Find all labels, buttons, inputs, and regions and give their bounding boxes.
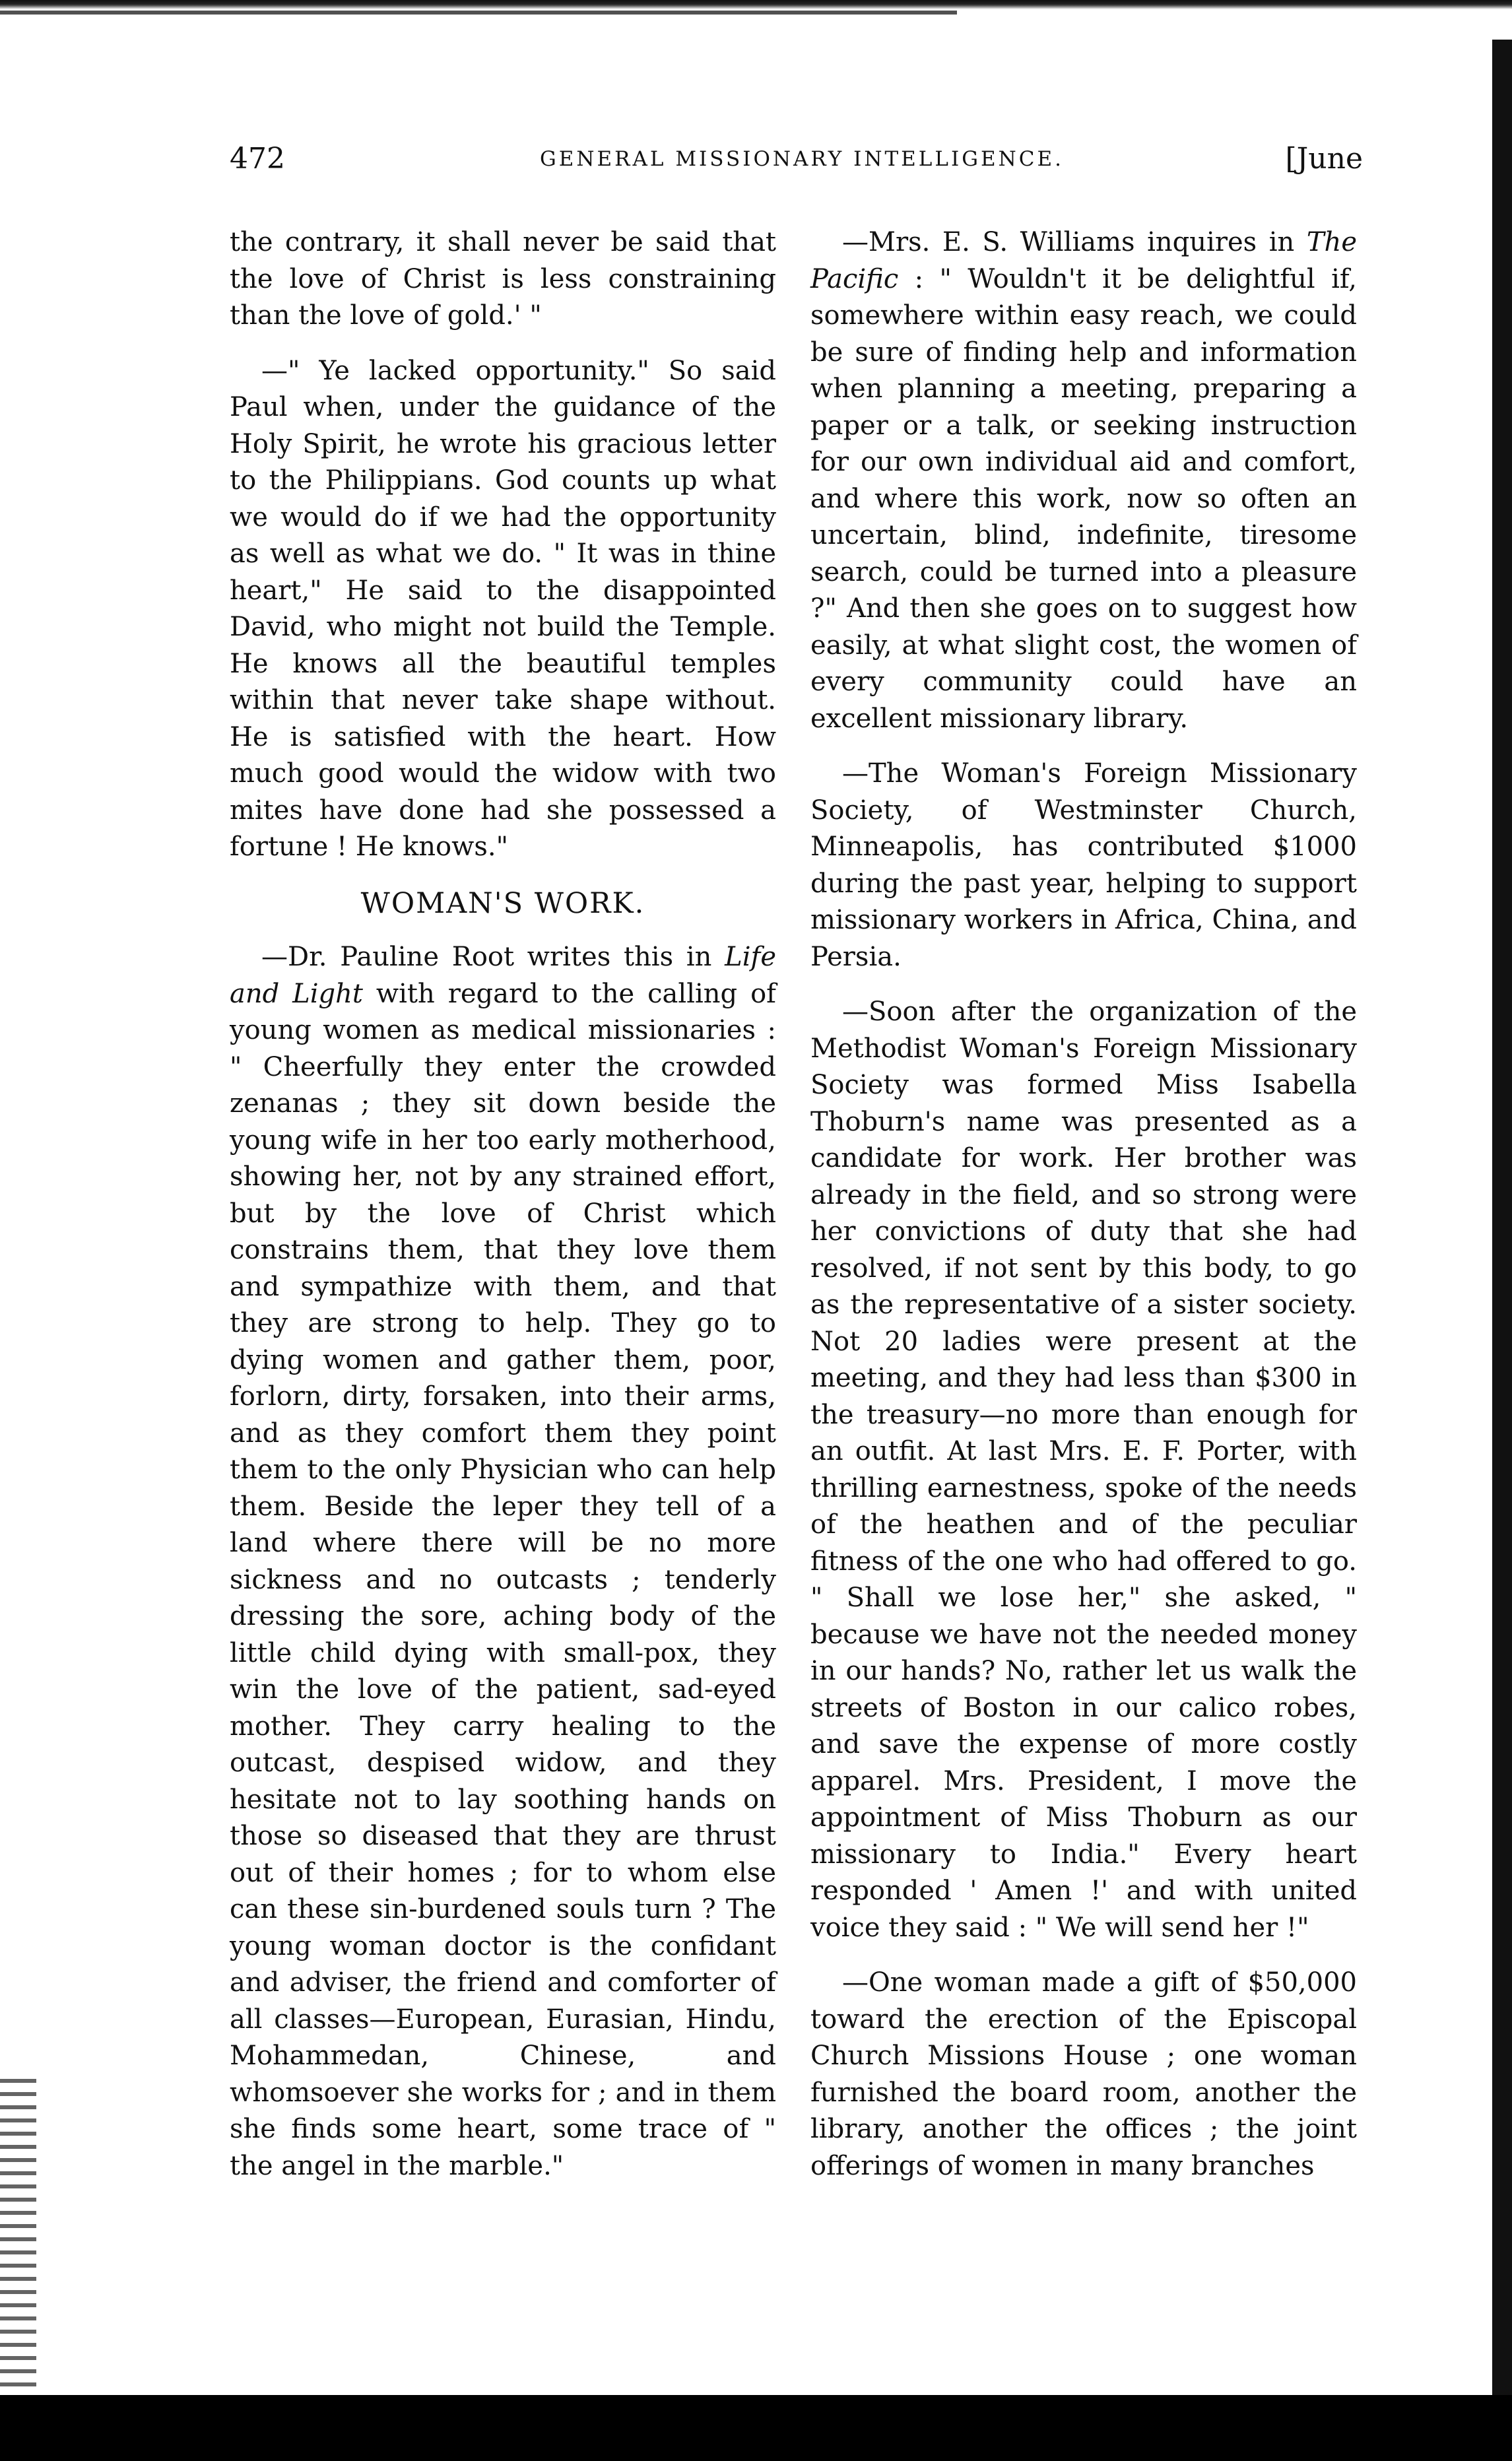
text-run: —Dr. Pauline Root writes this in [261,942,725,972]
section-heading: WOMAN'S WORK. [360,886,645,920]
paragraph: —One woman made a gift of $50,000 toward the erection of the Episcopal Church Missions House ; one woman furnished the board room, another the library, another the offices ; the joint offerings of women in many branches [810,1967,1357,2181]
paragraph: —The Woman's Foreign Missionary Society, of Westminster Church, Minneapolis, has contributed $1000 during the past year, helping to support missionary workers in Africa, China, and Persia. [810,758,1357,972]
scan-bottom-edge [0,2395,1512,2461]
scan-right-edge [1492,40,1512,2461]
scan-top-edge [0,0,1512,9]
paragraph: the contrary, it shall never be said that the love of Christ is less constraining than the love of gold.' " [230,227,776,331]
text-run: : " Wouldn't it be delightful if, somewhere within easy reach, we could be sure of finding help and information when planning a meeting, preparing a paper or a talk, or seeking instruction for our own individual aid and comfort, and where this work, now so often an uncertain, blind, indefinite, tiresome search, could be turned into a pleasure ?" And then she goes on to suggest how easily, at what slight cost, the women of every community could have an excellent missionary library. [810,263,1357,734]
text-run: with regard to the calling of young women as medical missionaries : " Cheerfully they enter the crowded zenanas ; they sit down beside the young wife in her too early motherhood, showing her, not by any strained effort, but by the love of Christ which constrains them, that they love them and sympathize with them, and that they are strong to help. They go to dying women and gather them, poor, forlorn, dirty, forsaken, into their arms, and as they comfort them they point them to the only Physician who can help them. Beside the leper they tell of a land where there will be no more sickness and no outcasts ; tenderly dressing the sore, aching body of the little child dying with small-pox, they win the love of the patient, sad-eyed mother. They carry healing to the outcast, despised widow, and they hesitate not to lay soothing hands on those so diseased that they are thrust out of their homes ; for to whom else can these sin-burdened souls turn ? The young woman doctor is the confidant and adviser, the friend and comforter of all classes—European, Eurasian, Hindu, Mohammedan, Chinese, and whomsoever she works for ; and in them she finds some heart, some trace of " the angel in the marble." [230,978,776,2181]
publication-title: The Pacific [810,227,1357,294]
scan-top-edge-secondary [0,11,957,15]
publication-title: Life and Light [230,942,776,1009]
scan-left-margin-marks [0,2079,36,2396]
header-month: [June [1285,142,1363,176]
paragraph: —Soon after the organization of the Methodist Woman's Foreign Missionary Society was formed Miss Isabella Thoburn's name was presented as a candidate for work. Her brother was already in the field, and so strong were her convictions of duty that she had resolved, if not sent by this body, to go as the representative of a sister society. Not 20 ladies were present at the meeting, and they had less than $300 in the treasury—no more than enough for an outfit. At last Mrs. E. F. Porter, with thrilling earnestness, spoke of the needs of the heathen and of the peculiar fitness of the one who had offered to go. " Shall we lose her," she asked, " because we have not the needed money in our hands? No, rather let us walk the streets of Boston in our calico robes, and save the expense of more costly apparel. Mrs. President, I move the appointment of Miss Thoburn as our missionary to India." Every heart responded ' Amen !' and with united voice they said : " We will send her !" [810,997,1357,1943]
paragraph [810,224,1357,737]
running-head: GENERAL MISSIONARY INTELLIGENCE. [540,147,1064,171]
page-number: 472 [230,142,285,176]
left-column [230,224,776,2203]
page-header [230,142,1363,181]
paragraph [230,939,776,2184]
text-run: —Mrs. E. S. Williams inquires in [842,227,1307,257]
right-column [810,224,1357,2203]
paragraph: —" Ye lacked opportunity." So said Paul when, under the guidance of the Holy Spirit, he wrote his gracious letter to the Philippians. God counts up what we would do if we had the opportunity as well as what we do. " It was in thine heart," He said to the disappointed David, who might not build the Temple. He knows all the beautiful temples within that never take shape without. He is satisfied with the heart. How much good would the widow with two mites have done had she possessed a fortune ! He knows." [230,355,776,862]
